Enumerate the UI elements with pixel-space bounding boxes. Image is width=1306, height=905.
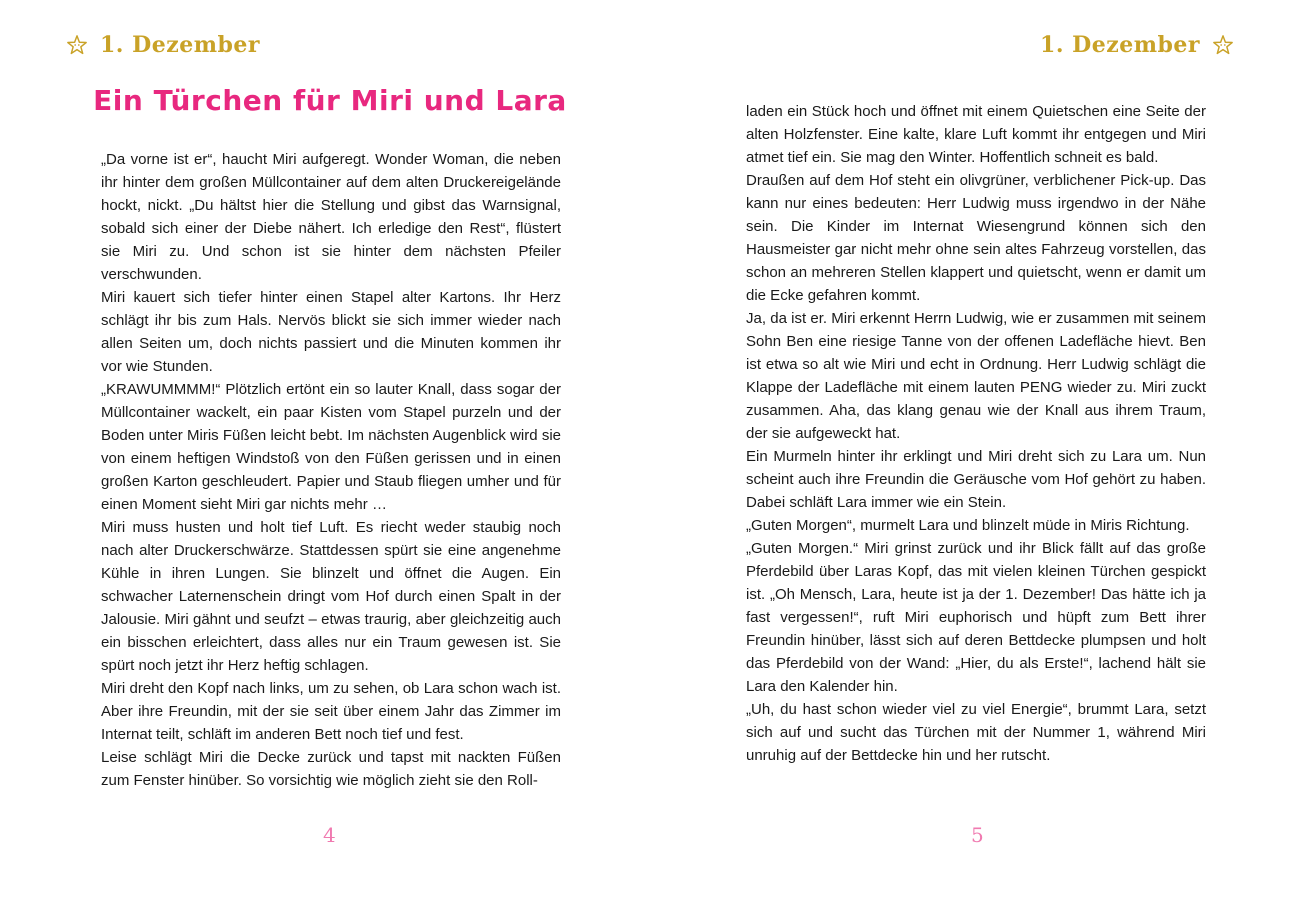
paragraph: laden ein Stück hoch und öffnet mit einem Quietschen eine Seite der alten Holzfenster. Eine kalte, klare Luft kommt ihr entgegen und Miri atmet tief ein. Sie mag den Winter. Hoffentlich schneit es bald. <box>746 103 1206 166</box>
paragraph: „Guten Morgen.“ Miri grinst zurück und ihr Blick fällt auf das große Pferdebild über Laras Kopf, das mit vielen kleinen Türchen gespickt ist. „Oh Mensch, Lara, heute ist ja der 1. Dezember! Das hätte ich ja fast vergessen!“, ruft Miri euphorisch und hüpft zum Bett ihrer Freundin hinüber, lässt sich auf deren Bettdecke plumpsen und holt das Pferdebild von der Wand: „Hier, du als Erste!“, lachend hält sie Lara den Kalender hin. <box>746 540 1206 695</box>
page-number: 4 <box>323 823 336 847</box>
paragraph: „Da vorne ist er“, haucht Miri aufgeregt. Wonder Woman, die neben ihr hinter dem großen Müllcontainer auf dem alten Druckereigelände hockt, nickt. „Du hältst hier die Stellung und gibst das Warnsignal, sobald sich einer der Diebe nähert. Ich erledige den Rest“, flüstert sie Miri zu. Und schon ist sie hinter dem nächsten Pfeiler verschwunden. <box>101 151 561 283</box>
star-icon <box>66 34 88 56</box>
paragraph: Miri kauert sich tiefer hinter einen Stapel alter Kartons. Ihr Herz schlägt ihr bis zum Hals. Nervös blickt sie sich immer wieder nach allen Seiten um, doch nichts passiert und die Minuten kommen ihr vor wie Stunden. <box>101 289 561 375</box>
paragraph: „Uh, du hast schon wieder viel zu viel Energie“, brummt Lara, setzt sich auf und sucht das Türchen mit der Nummer 1, während Miri unruhig auf der Bettdecke hin und her rutscht. <box>746 701 1206 764</box>
page-number: 5 <box>971 823 984 847</box>
paragraph: Miri dreht den Kopf nach links, um zu sehen, ob Lara schon wach ist. Aber ihre Freundin, mit der sie seit über einem Jahr das Zimmer im Internat teilt, schläft im anderen Bett noch tief und fest. <box>101 680 561 743</box>
paragraph: Ja, da ist er. Miri erkennt Herrn Ludwig, wie er zusammen mit seinem Sohn Ben eine riesige Tanne von der offenen Ladefläche hievt. Ben ist etwa so alt wie Miri und echt in Ordnung. Herr Ludwig schlägt die Klappe der Ladefläche mit einem lauten PENG wieder zu. Miri zuckt zusammen. Aha, das klang genau wie der Knall aus ihrem Traum, der sie aufgeweckt hat. <box>746 310 1206 442</box>
star-icon <box>1212 34 1234 56</box>
header-label: 1. Dezember <box>100 32 260 58</box>
right-page <box>653 0 1306 905</box>
paragraph: „Guten Morgen“, murmelt Lara und blinzelt müde in Miris Richtung. <box>746 517 1190 534</box>
chapter-header <box>66 32 260 58</box>
paragraph: Ein Murmeln hinter ihr erklingt und Miri dreht sich zu Lara um. Nun scheint auch ihre Freundin die Geräusche vom Hof gehört zu haben. Dabei schläft Lara immer wie ein Stein. <box>746 448 1206 511</box>
paragraph: Draußen auf dem Hof steht ein olivgrüner, verblichener Pick-up. Das kann nur eines bedeuten: Herr Ludwig muss irgendwo in der Nähe sein. Die Kinder im Internat Wiesengrund können sich den Hausmeister gar nicht mehr ohne sein altes Fahrzeug vorstellen, das schon an mehreren Stellen klappert und quietscht, wenn er damit um die Ecke gefahren kommt. <box>746 172 1206 304</box>
paragraph: Leise schlägt Miri die Decke zurück und tapst mit nackten Füßen zum Fenster hinüber. So vorsichtig wie möglich zieht sie den Roll- <box>101 749 561 789</box>
paragraph: „KRAWUMMMM!“ Plötzlich ertönt ein so lauter Knall, dass sogar der Müllcontainer wackelt, ein paar Kisten vom Stapel purzeln und der Boden unter Miris Füßen leicht bebt. Im nächsten Augenblick wird sie von einem heftigen Windstoß von den Füßen gerissen und in einen großen Karton geschleudert. Papier und Staub fliegen umher und für einen Moment sieht Miri gar nichts mehr … <box>101 381 561 513</box>
chapter-title: Ein Türchen für Miri und Lara <box>93 84 567 117</box>
body-text <box>746 100 1206 767</box>
header-label: 1. Dezember <box>1040 32 1200 58</box>
paragraph: Miri muss husten und holt tief Luft. Es riecht weder staubig noch nach alter Druckerschwärze. Stattdessen spürt sie eine angenehme Kühle in ihren Lungen. Sie blinzelt und öffnet die Augen. Ein schwacher Laternenschein dringt vom Hof durch einen Spalt in der Jalousie. Miri gähnt und seufzt – etwas traurig, aber gleichzeitig auch ein bisschen erleichtert, dass alles nur ein Traum gewesen ist. Sie spürt noch jetzt ihr Herz heftig schlagen. <box>101 519 561 674</box>
chapter-header <box>1040 32 1234 58</box>
body-text <box>101 148 561 792</box>
